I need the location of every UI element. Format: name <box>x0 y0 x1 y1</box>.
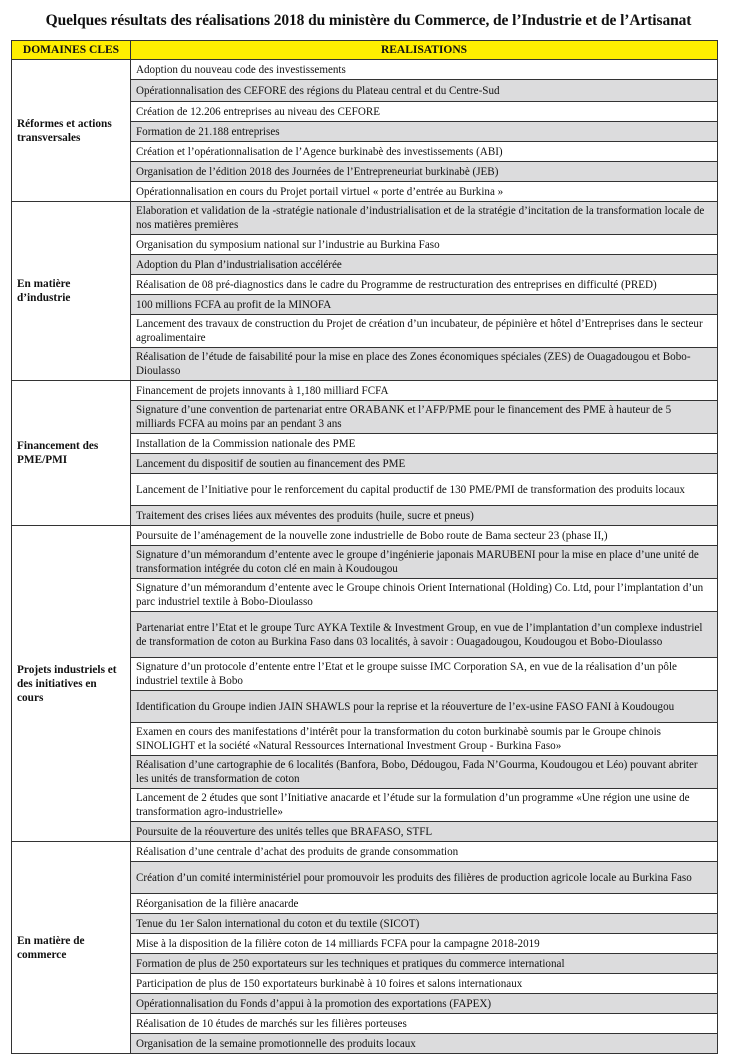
realisation-cell: Création et l’opérationnalisation de l’Agence burkinabè des investissements (ABI) <box>131 142 718 162</box>
realisation-cell: Elaboration et validation de la -stratégie nationale d’industrialisation et de la stratégie d’incitation de la transformation locale de nos matières premières <box>131 202 718 235</box>
document-title: Quelques résultats des réalisations 2018 du ministère du Commerce, de l’Industrie et de l’Artisanat <box>45 12 692 29</box>
realisation-cell: Signature d’un mémorandum d’entente avec le Groupe chinois Orient International (Holding) Co. Ltd, pour l’implantation d’un parc industriel textile à Bobo-Dioulasso <box>131 579 718 612</box>
realisation-cell: Traitement des crises liées aux méventes des produits (huile, sucre et pneus) <box>131 506 718 526</box>
realisation-cell: Signature d’un mémorandum d’entente avec le groupe d’ingénierie japonais MARUBENI pour la mise en place d’une unité de transformation intégrée du coton clé en main à Koudougou <box>131 546 718 579</box>
realisation-cell: Organisation de la semaine promotionnelle des produits locaux <box>131 1034 718 1054</box>
realisation-cell: Financement de projets innovants à 1,180 milliard FCFA <box>131 381 718 401</box>
realisation-cell: Création d’un comité interministériel pour promouvoir les produits des filières de production agricole locale au Burkina Faso <box>131 862 718 894</box>
realisation-cell: Réalisation d’une centrale d’achat des produits de grande consommation <box>131 842 718 862</box>
realisation-cell: Identification du Groupe indien JAIN SHAWLS pour la reprise et la réouverture de l’ex-usine FASO FANI à Koudougou <box>131 691 718 723</box>
realisation-cell: Création de 12.206 entreprises au niveau des CEFORE <box>131 102 718 122</box>
realisation-cell: Réalisation de 08 pré-diagnostics dans le cadre du Programme de restructuration des entreprises en difficulté (PRED) <box>131 275 718 295</box>
realisation-cell: Réorganisation de la filière anacarde <box>131 894 718 914</box>
realisation-cell: Adoption du nouveau code des investissements <box>131 60 718 80</box>
realisation-cell: Réalisation de 10 études de marchés sur les filières porteuses <box>131 1014 718 1034</box>
realisation-cell: Participation de plus de 150 exportateurs burkinabè à 10 foires et salons internationaux <box>131 974 718 994</box>
table-body <box>12 60 718 1054</box>
realisation-cell: Partenariat entre l’Etat et le groupe Turc AYKA Textile & Investment Group, en vue de l’implantation d’un complexe industriel de transformation de coton au Burkina Faso dans 03 localités, à savoir : Ouagadougou, Koudougou et Bobo-Dioulasso <box>131 612 718 658</box>
domain-cell: En matière de commerce <box>12 842 131 1054</box>
realisation-cell: Lancement de 2 études que sont l’Initiative anacarde et l’étude sur la formulation d’un programme «Une région une usine de transformation agro-industrielle» <box>131 789 718 822</box>
realisation-cell: Lancement des travaux de construction du Projet de création d’un incubateur, de pépinière et hôtel d’Entreprises dans le secteur agroalimentaire <box>131 315 718 348</box>
realisation-cell: Tenue du 1er Salon international du coton et du textile (SICOT) <box>131 914 718 934</box>
header-realisations: REALISATIONS <box>131 41 718 60</box>
domain-cell: En matière d’industrie <box>12 202 131 381</box>
realisation-cell: Réalisation de l’étude de faisabilité pour la mise en place des Zones économiques spéciales (ZES) de Ouagadougou et Bobo-Dioulasso <box>131 348 718 381</box>
realisation-cell: Formation de 21.188 entreprises <box>131 122 718 142</box>
realisation-cell: Adoption du Plan d’industrialisation accélérée <box>131 255 718 275</box>
realisations-table <box>11 40 718 1054</box>
table-row <box>12 842 718 862</box>
realisation-cell: Signature d’un protocole d’entente entre l’Etat et le groupe suisse IMC Corporation SA, en vue de la réalisation d’un pôle industriel textile à Bobo <box>131 658 718 691</box>
table-row <box>12 526 718 546</box>
domain-cell: Projets industriels et des initiatives en cours <box>12 526 131 842</box>
realisation-cell: Examen en cours des manifestations d’intérêt pour la transformation du coton burkinabè soumis par le Groupe chinois SINOLIGHT et la société «Natural Ressources International Investment Group - Burkina Faso» <box>131 723 718 756</box>
domain-cell: Financement des PME/PMI <box>12 381 131 526</box>
realisation-cell: Formation de plus de 250 exportateurs sur les techniques et pratiques du commerce international <box>131 954 718 974</box>
realisation-cell: Lancement de l’Initiative pour le renforcement du capital productif de 130 PME/PMI de transformation des produits locaux <box>131 474 718 506</box>
realisation-cell: Réalisation d’une cartographie de 6 localités (Banfora, Bobo, Dédougou, Fada N’Gourma, Koudougou et Léo) pouvant abriter les unités de transformation de coton <box>131 756 718 789</box>
table-header-row <box>12 41 718 60</box>
realisation-cell: Organisation de l’édition 2018 des Journées de l’Entrepreneuriat burkinabè (JEB) <box>131 162 718 182</box>
realisation-cell: Opérationnalisation en cours du Projet portail virtuel « porte d’entrée au Burkina » <box>131 182 718 202</box>
realisation-cell: Lancement du dispositif de soutien au financement des PME <box>131 454 718 474</box>
realisation-cell: 100 millions FCFA au profit de la MINOFA <box>131 295 718 315</box>
table-row <box>12 202 718 235</box>
realisation-cell: Organisation du symposium national sur l’industrie au Burkina Faso <box>131 235 718 255</box>
realisation-cell: Poursuite de la réouverture des unités telles que BRAFASO, STFL <box>131 822 718 842</box>
domain-cell: Réformes et actions transversales <box>12 60 131 202</box>
realisation-cell: Installation de la Commission nationale des PME <box>131 434 718 454</box>
realisation-cell: Signature d’une convention de partenariat entre ORABANK et l’AFP/PME pour le financement des PME à hauteur de 5 milliards FCFA au moins par an pendant 3 ans <box>131 401 718 434</box>
realisation-cell: Poursuite de l’aménagement de la nouvelle zone industrielle de Bobo route de Bama secteur 23 (phase II,) <box>131 526 718 546</box>
realisation-cell: Mise à la disposition de la filière coton de 14 milliards FCFA pour la campagne 2018-2019 <box>131 934 718 954</box>
table-row <box>12 60 718 80</box>
table-row <box>12 381 718 401</box>
realisation-cell: Opérationnalisation des CEFORE des régions du Plateau central et du Centre-Sud <box>131 80 718 102</box>
header-domaines-cles: DOMAINES CLES <box>12 41 131 60</box>
realisation-cell: Opérationnalisation du Fonds d’appui à la promotion des exportations (FAPEX) <box>131 994 718 1014</box>
